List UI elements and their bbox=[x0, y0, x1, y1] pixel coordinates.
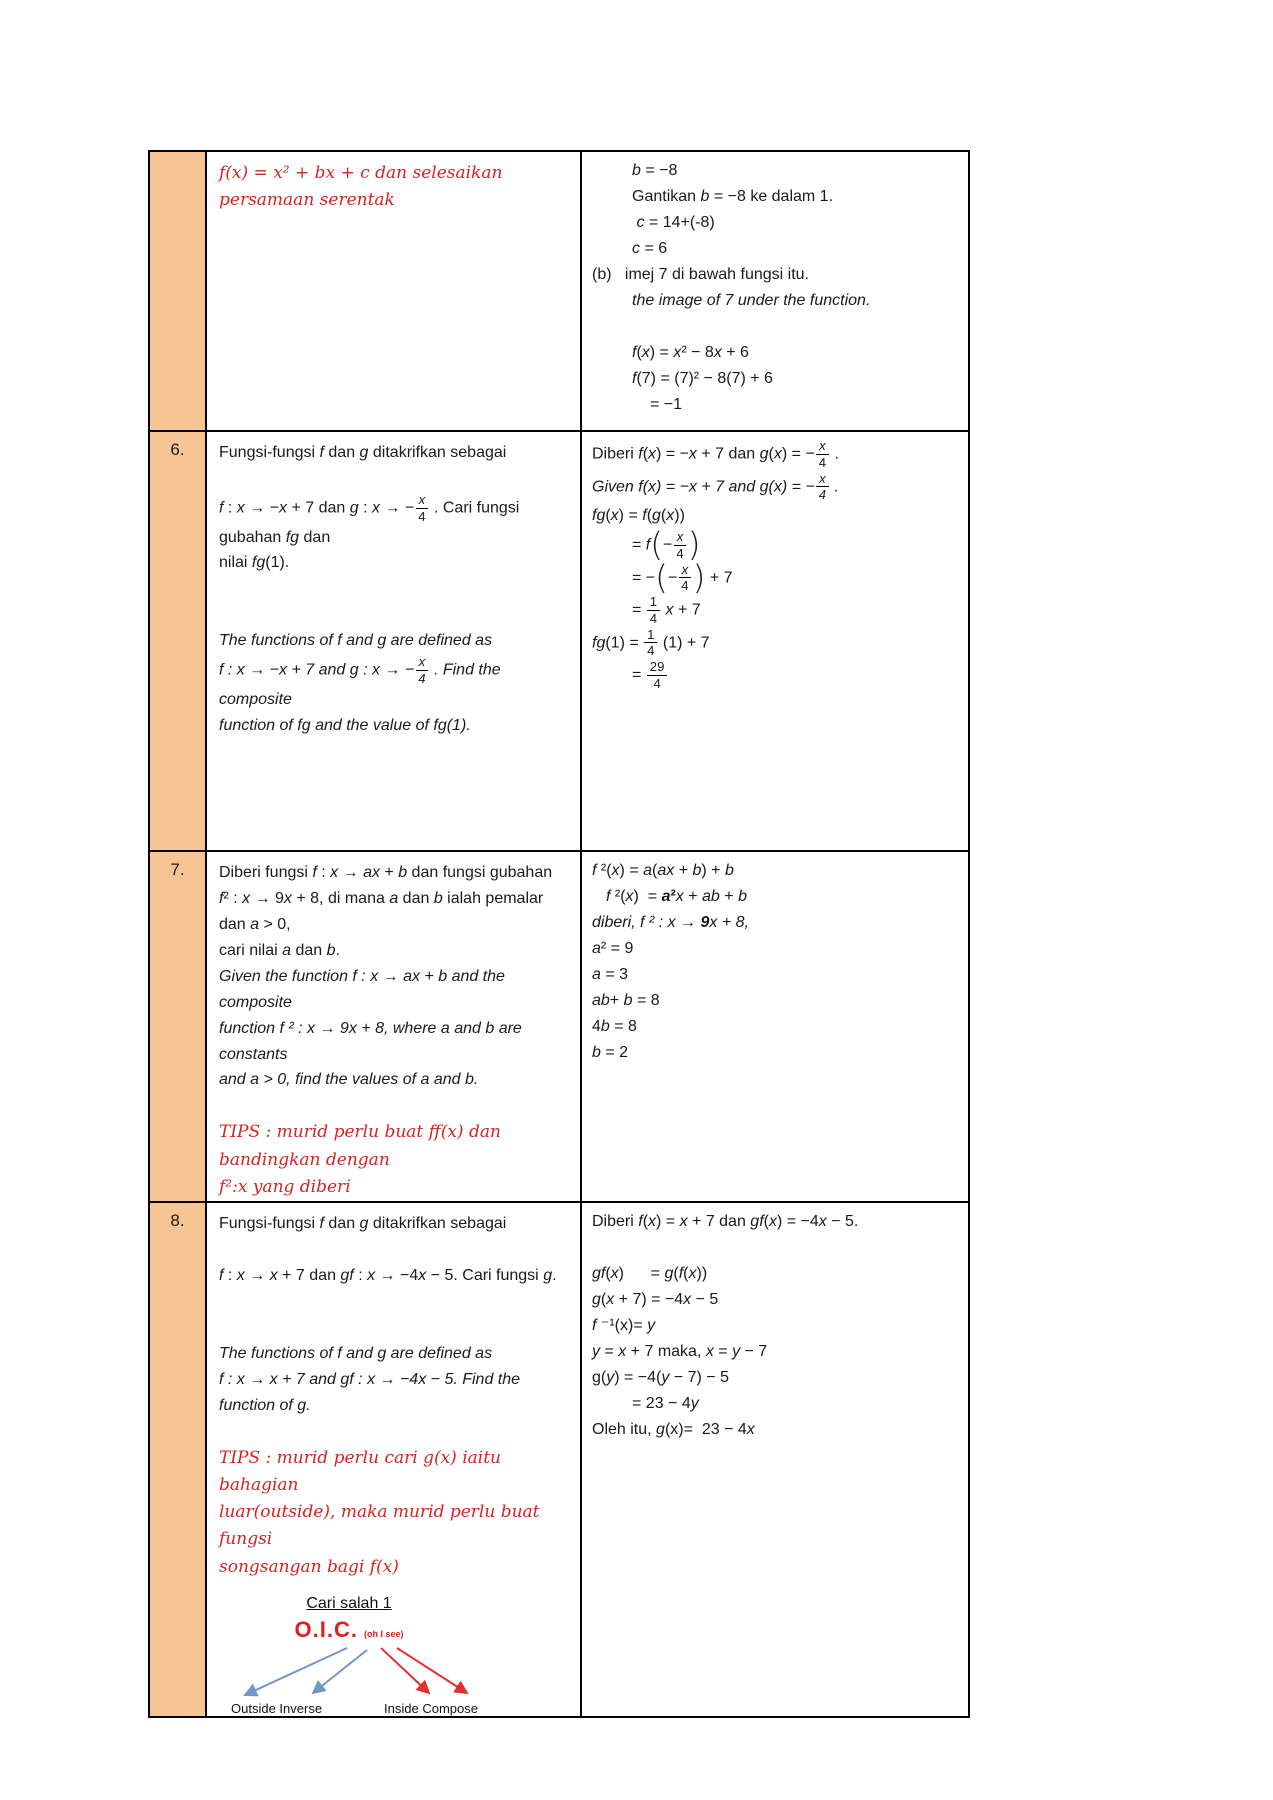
blue-arrow-icon bbox=[313, 1650, 367, 1693]
math-line: f : x → −x + 7 and g : x → − $\frac{x}{4}$ . Find the composite bbox=[219, 654, 506, 708]
math-line: = −1 bbox=[650, 396, 683, 413]
math-line: f : x → −x + 7 dan g : x → − $\frac{x}{4}$ . Cari fungsi gubahan fg dan bbox=[219, 492, 524, 546]
math-line: Given the function f : x → ax + b and the composite bbox=[219, 967, 510, 1011]
math-line: f(x) = x² + bx + c dan selesaikan persamaan serentak bbox=[219, 163, 508, 211]
math-line: g(y) = −4(y − 7) − 5 bbox=[592, 1369, 729, 1386]
question-text bbox=[219, 860, 568, 1201]
math-line: gf(x) = g(f(x)) bbox=[592, 1265, 708, 1282]
question-text bbox=[219, 160, 568, 214]
red-arrow-icon bbox=[381, 1648, 429, 1693]
answer-cell bbox=[581, 851, 969, 1202]
math-line: cari nilai a dan b. bbox=[219, 941, 340, 959]
math-line: Given f(x) = −x + 7 and g(x) = − $\frac{x}{4}$ . bbox=[592, 470, 839, 503]
math-line: ab+ b = 8 bbox=[592, 992, 660, 1009]
math-line: Gantikan b = −8 ke dalam 1. bbox=[632, 188, 834, 205]
math-line: 4b = 8 bbox=[592, 1018, 637, 1035]
solution-text bbox=[592, 438, 960, 692]
inside-compose-label: Inside Compose bbox=[384, 1700, 478, 1716]
math-line: b = 2 bbox=[592, 1044, 629, 1061]
answer-cell bbox=[581, 151, 969, 431]
math-line: f(7) = (7)² − 8(7) + 6 bbox=[632, 370, 773, 387]
worksheet-table bbox=[148, 150, 970, 1718]
red-arrow-icon bbox=[397, 1648, 467, 1693]
solution-text bbox=[592, 858, 960, 1066]
math-line bbox=[219, 1237, 568, 1263]
math-line: nilai fg(1). bbox=[219, 554, 290, 572]
math-line: y = x + 7 maka, x = y − 7 bbox=[592, 1343, 768, 1360]
math-line: f² : x → 9x + 8, di mana a dan b ialah pemalar dan a > 0, bbox=[219, 890, 548, 933]
diagram-labels bbox=[229, 1701, 529, 1716]
blue-arrow-icon bbox=[245, 1648, 347, 1695]
math-line: The functions of f and g are defined as bbox=[219, 1345, 493, 1362]
math-line: b = −8 bbox=[632, 162, 678, 179]
math-line: and a > 0, find the values of a and b. bbox=[219, 1071, 479, 1089]
math-line bbox=[219, 1093, 568, 1119]
math-line: The functions of f and g are defined as bbox=[219, 632, 493, 650]
math-line: f²:x yang diberi bbox=[219, 1176, 351, 1197]
oic-diagram bbox=[229, 1595, 529, 1716]
math-line: songsangan bagi f(x) bbox=[219, 1556, 399, 1577]
math-line: diberi, f ² : x → 9x + 8, bbox=[592, 914, 749, 931]
question-cell bbox=[206, 1202, 581, 1717]
math-line bbox=[219, 1289, 568, 1315]
math-line: = $\frac{1}{4}$ x + 7 bbox=[632, 594, 701, 626]
diagram-title: Cari salah 1 bbox=[306, 1594, 392, 1612]
table-row bbox=[149, 851, 969, 1202]
math-line bbox=[219, 576, 568, 602]
math-line: f ²(x) = a(ax + b) + b bbox=[592, 862, 734, 879]
row-number: 8. bbox=[170, 1211, 185, 1230]
question-text bbox=[219, 440, 568, 739]
math-line: = 23 − 4y bbox=[632, 1395, 699, 1412]
math-line bbox=[219, 602, 568, 628]
question-cell bbox=[206, 431, 581, 851]
row-number-cell bbox=[149, 151, 206, 431]
math-line: f(x) = x² − 8x + 6 bbox=[632, 344, 749, 361]
math-line: Diberi f(x) = −x + 7 dan g(x) = − $\frac{x}{4}$ . bbox=[592, 438, 839, 470]
math-line: f : x → x + 7 dan gf : x → −4x − 5. Cari fungsi g. bbox=[219, 1267, 557, 1284]
math-line bbox=[219, 466, 568, 492]
question-cell bbox=[206, 851, 581, 1202]
math-line: f ²(x) = a²x + ab + b bbox=[606, 888, 747, 905]
question-cell bbox=[206, 151, 581, 431]
table-row bbox=[149, 151, 969, 431]
math-line: = −(− $\frac{x}{4}$ ) + 7 bbox=[632, 557, 733, 596]
math-line: = $\frac{29}{4}$ bbox=[632, 659, 960, 692]
row-number-cell bbox=[149, 851, 206, 1202]
outside-inverse-label: Outside Inverse bbox=[231, 1700, 323, 1716]
math-line: = f(− $\frac{x}{4}$ ) bbox=[632, 525, 701, 564]
math-line: c = 6 bbox=[632, 240, 668, 257]
math-line: a² = 9 bbox=[592, 940, 634, 957]
math-line bbox=[219, 1315, 568, 1341]
oic-note: (oh I see) bbox=[363, 1628, 404, 1639]
math-line: a = 3 bbox=[592, 966, 629, 983]
answer-cell bbox=[581, 1202, 969, 1717]
oic-acronym-line bbox=[229, 1617, 469, 1643]
math-line bbox=[592, 1235, 960, 1261]
math-line: TIPS : murid perlu buat ff(x) dan bandingkan dengan bbox=[219, 1122, 507, 1170]
table-row bbox=[149, 1202, 969, 1717]
solution-text bbox=[592, 1209, 960, 1443]
math-line: f ⁻¹(x)= y bbox=[592, 1317, 656, 1334]
row-number-cell bbox=[149, 1202, 206, 1717]
math-line: fg(x) = f(g(x)) bbox=[592, 507, 685, 524]
math-line: Fungsi-fungsi f dan g ditakrifkan sebagai bbox=[219, 444, 507, 461]
oic-acronym: O.I.C. bbox=[294, 1616, 358, 1642]
row-number: 6. bbox=[170, 440, 185, 459]
math-line: c = 14+(-8) bbox=[636, 214, 715, 231]
math-line bbox=[592, 314, 960, 340]
math-line: Fungsi-fungsi f dan g ditakrifkan sebagai bbox=[219, 1215, 507, 1232]
row-number: 7. bbox=[170, 860, 185, 879]
math-line: Oleh itu, g(x)= 23 − 4x bbox=[592, 1421, 755, 1438]
math-line: function f ² : x → 9x + 8, where a and b are constants bbox=[219, 1019, 527, 1063]
math-line: TIPS : murid perlu cari g(x) iaitu bahagian bbox=[219, 1447, 507, 1495]
oic-arrows bbox=[229, 1645, 529, 1703]
math-line: f : x → x + 7 and gf : x → −4x − 5. Find the function of g. bbox=[219, 1371, 525, 1414]
answer-cell bbox=[581, 431, 969, 851]
math-line bbox=[219, 1419, 568, 1445]
table-row bbox=[149, 431, 969, 851]
math-line: luar(outside), maka murid perlu buat fungsi bbox=[219, 1502, 545, 1550]
math-line: Diberi fungsi f : x → ax + b dan fungsi gubahan bbox=[219, 864, 553, 881]
math-line: the image of 7 under the function. bbox=[632, 292, 871, 309]
math-line: (b) imej 7 di bawah fungsi itu. bbox=[592, 266, 809, 283]
question-text bbox=[219, 1211, 568, 1581]
row-number-cell bbox=[149, 431, 206, 851]
math-line: Diberi f(x) = x + 7 dan gf(x) = −4x − 5. bbox=[592, 1213, 859, 1230]
math-line: fg(1) = $\frac{1}{4}$ (1) + 7 bbox=[592, 626, 710, 659]
solution-text bbox=[592, 158, 960, 418]
math-line: g(x + 7) = −4x − 5 bbox=[592, 1291, 719, 1308]
math-line: function of fg and the value of fg(1). bbox=[219, 716, 471, 734]
